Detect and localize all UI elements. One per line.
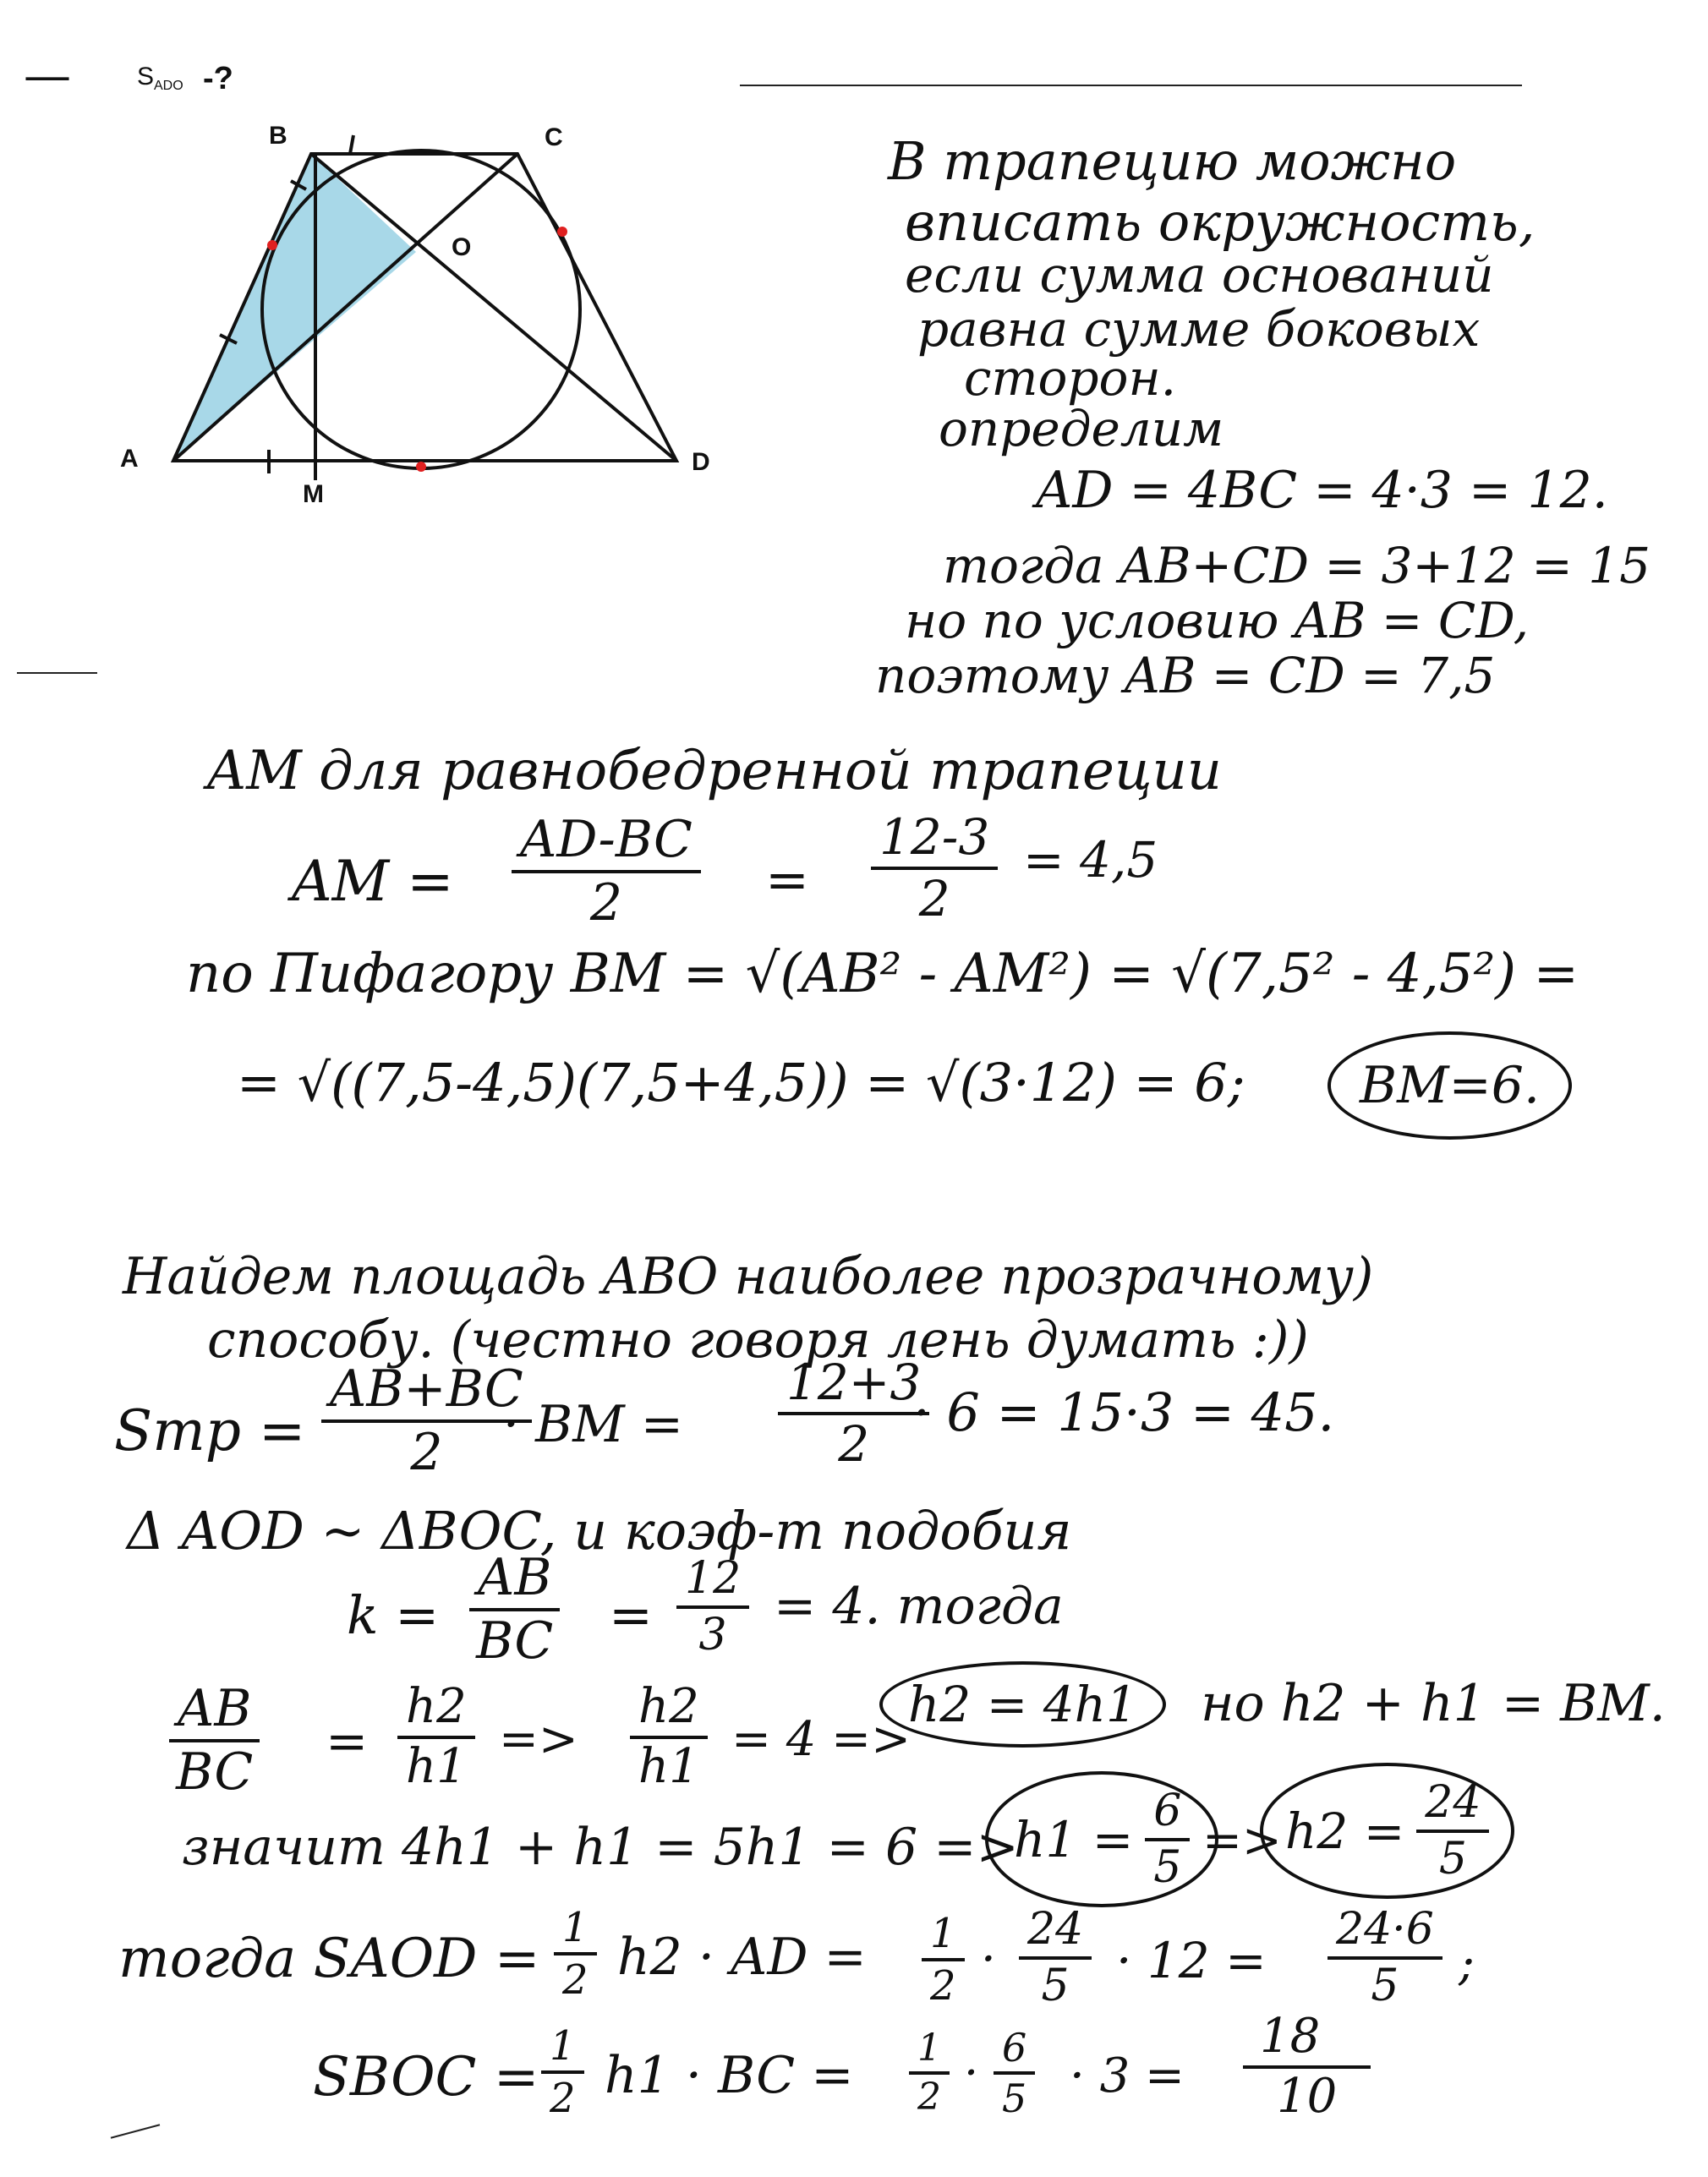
k-fraction bbox=[469, 1548, 560, 1671]
sboc-mid: h1 · BC = bbox=[605, 2046, 854, 2105]
solve-text: значит 4h1 + h1 = 5h1 = 6 => bbox=[182, 1818, 1019, 1877]
solve-h1-fraction bbox=[1145, 1786, 1190, 1893]
saod-result-num: 24·6 bbox=[1328, 1906, 1442, 1960]
area-line-1: Найдем площадь AВО наиболее прозрачному) bbox=[123, 1247, 1374, 1306]
theory-line-8: тогда AB+CD = 3+12 = 15 bbox=[943, 537, 1651, 594]
heights-imp1: => bbox=[499, 1712, 578, 1767]
theory-line-9: но по условию AB = CD, bbox=[905, 592, 1530, 649]
k-den: BC bbox=[476, 1611, 554, 1671]
solve-h2-num: 24 bbox=[1416, 1780, 1489, 1833]
theory-line-2: вписать окружность, bbox=[905, 191, 1536, 253]
sboc-dot: · bbox=[964, 2046, 979, 2099]
tangent-point-cd bbox=[557, 227, 567, 237]
heights-fraction-c bbox=[630, 1679, 708, 1794]
am-heading: AM для равнобедренной трапеции bbox=[207, 740, 1222, 802]
saod-mid: h2 · AD = bbox=[617, 1928, 867, 1987]
k-lhs: k = bbox=[347, 1584, 440, 1646]
solve-h2-fraction bbox=[1416, 1777, 1489, 1884]
theory-line-10: поэтому AB = CD = 7,5 bbox=[875, 647, 1496, 704]
area-fraction-1 bbox=[321, 1359, 532, 1482]
theory-line-1: В трапецию можно bbox=[888, 130, 1457, 192]
sboc-result bbox=[1243, 2009, 1371, 2124]
theory-line-3: если сумма оснований bbox=[905, 246, 1494, 304]
saod-value bbox=[1019, 1906, 1092, 2009]
heights-fa-den: BC bbox=[176, 1742, 254, 1802]
sboc-half-2 bbox=[909, 2027, 950, 2120]
area-fraction-2 bbox=[778, 1354, 929, 1473]
area-s-lhs: Sтр = bbox=[114, 1398, 306, 1463]
heights-fraction-b bbox=[397, 1679, 475, 1794]
sboc-value-den: 5 bbox=[1002, 2076, 1027, 2122]
area-f2-num: 12+3 bbox=[778, 1357, 929, 1415]
heights-imp2: = 4 => bbox=[731, 1712, 911, 1767]
question-tail: -? bbox=[203, 61, 233, 96]
heights-tail: но h2 + h1 = BM. bbox=[1201, 1674, 1666, 1733]
am-f1-den: 2 bbox=[589, 873, 623, 933]
saod-result bbox=[1328, 1906, 1442, 2009]
pyth-line-2: = √((7,5-4,5)(7,5+4,5)) = √(3·12) = 6; bbox=[237, 1052, 1245, 1113]
area-f2-den: 2 bbox=[838, 1414, 870, 1473]
sboc-half-num: 1 bbox=[541, 2025, 584, 2074]
similar-line-1: Δ AOD ~ ΔBOC, и коэф-т подобия bbox=[127, 1500, 1072, 1562]
k-tail: = 4. тогда bbox=[774, 1577, 1064, 1636]
theory-line-5: сторон. bbox=[964, 349, 1177, 407]
saod-half-den: 2 bbox=[562, 1956, 588, 2005]
sboc-lhs: SBOC = bbox=[313, 2046, 539, 2109]
saod-half2-num: 1 bbox=[922, 1912, 965, 1961]
am-f2-num: 12-3 bbox=[871, 812, 998, 870]
diagonal-bd bbox=[311, 154, 676, 461]
area-mid: · BM = bbox=[503, 1395, 684, 1454]
saod-dot: · bbox=[981, 1932, 996, 1987]
heights-eq: = bbox=[326, 1712, 369, 1771]
area-line-2: способу. (честно говоря лень думать :)) bbox=[207, 1310, 1309, 1370]
saod-half2-den: 2 bbox=[930, 1962, 956, 2010]
saod-tail: · 12 = bbox=[1116, 1932, 1267, 1989]
heights-fc-den: h1 bbox=[638, 1738, 699, 1794]
area-f1-num: AB+BC bbox=[321, 1363, 532, 1423]
left-scratch-mark bbox=[17, 672, 97, 674]
shaded-triangle-abo bbox=[173, 154, 416, 461]
am-fraction-2 bbox=[871, 808, 998, 927]
am-result: = 4,5 bbox=[1023, 831, 1158, 889]
am-f1-num: AD-BC bbox=[512, 813, 701, 873]
header-dash: — bbox=[24, 48, 71, 103]
k-num: AB bbox=[469, 1551, 560, 1611]
point-label-m: M bbox=[303, 480, 324, 508]
sboc-result-den: 10 bbox=[1277, 2068, 1338, 2124]
saod-result-den: 5 bbox=[1371, 1960, 1399, 2011]
heights-fa-num: AB bbox=[169, 1682, 260, 1742]
solve-box-h1 bbox=[985, 1771, 1218, 1907]
saod-value-den: 5 bbox=[1041, 1960, 1070, 2011]
vertex-label-a: A bbox=[120, 445, 139, 473]
sboc-value-num: 6 bbox=[994, 2027, 1035, 2075]
solve-h2-den: 5 bbox=[1438, 1833, 1467, 1884]
tangent-point-ab bbox=[267, 240, 277, 250]
am-f2-den: 2 bbox=[918, 869, 950, 927]
saod-half-num: 1 bbox=[554, 1906, 597, 1955]
saod-end: ; bbox=[1459, 1936, 1475, 1991]
point-label-o: O bbox=[452, 233, 472, 261]
vertex-label-c: C bbox=[545, 123, 563, 151]
sboc-half2-num: 1 bbox=[909, 2029, 950, 2075]
heights-fb-den: h1 bbox=[406, 1738, 467, 1794]
sboc-result-num: 18 bbox=[1243, 2012, 1371, 2069]
solve-h1-num: 6 bbox=[1145, 1788, 1190, 1841]
saod-half-2 bbox=[922, 1912, 965, 2008]
area-f1-den: 2 bbox=[410, 1423, 443, 1482]
area-tail: · 6 = 15·3 = 45. bbox=[913, 1381, 1335, 1443]
top-rule bbox=[740, 85, 1522, 86]
theory-line-6: определим bbox=[939, 400, 1224, 457]
question-subscript: ADO bbox=[154, 79, 183, 93]
sboc-tail: · 3 = bbox=[1070, 2048, 1185, 2103]
solve-box-h2 bbox=[1260, 1763, 1514, 1899]
saod-value-num: 24 bbox=[1019, 1906, 1092, 1960]
heights-fc-num: h2 bbox=[630, 1682, 708, 1739]
saod-lhs: тогда SAOD = bbox=[118, 1928, 540, 1990]
theory-line-4: равна сумме боковых bbox=[917, 300, 1481, 358]
pyth-line-1: по Пифагору BM = √(AB² - AM²) = √(7,5² - 4,5²) = bbox=[186, 943, 1579, 1005]
trapezoid-figure bbox=[85, 101, 846, 541]
sboc-half2-den: 2 bbox=[917, 2076, 941, 2120]
vertex-label-b: B bbox=[269, 122, 287, 150]
sboc-value bbox=[994, 2027, 1035, 2120]
pyth-boxed-bm: BM=6. bbox=[1328, 1031, 1572, 1140]
sboc-half-den: 2 bbox=[550, 2075, 576, 2123]
question-s: S bbox=[137, 63, 155, 90]
bottom-scratch-mark bbox=[111, 2124, 160, 2138]
tangent-point-ad bbox=[416, 462, 426, 472]
k-eq: = bbox=[609, 1584, 653, 1646]
heights-boxed-h2: h2 = 4h1 bbox=[879, 1661, 1166, 1748]
tick-bc bbox=[350, 135, 353, 154]
solve-imp: => bbox=[1202, 1813, 1282, 1868]
heights-fraction-a bbox=[169, 1679, 260, 1802]
solve-h1-lhs: h1 = bbox=[1014, 1810, 1134, 1868]
k2-num: 12 bbox=[676, 1556, 749, 1609]
vertex-label-d: D bbox=[692, 448, 710, 476]
solve-h1-den: 5 bbox=[1153, 1841, 1182, 1893]
theory-line-7: AD = 4BC = 4·3 = 12. bbox=[1036, 461, 1608, 520]
am-lhs: AM = bbox=[292, 849, 454, 914]
saod-half bbox=[554, 1904, 597, 2005]
k-fraction-2 bbox=[676, 1553, 749, 1660]
solve-h2-lhs: h2 = bbox=[1285, 1802, 1405, 1860]
am-eq: = bbox=[765, 849, 809, 911]
k2-den: 3 bbox=[698, 1609, 727, 1660]
sboc-half bbox=[541, 2022, 584, 2123]
am-fraction-1 bbox=[512, 810, 701, 933]
heights-fb-num: h2 bbox=[397, 1682, 475, 1739]
